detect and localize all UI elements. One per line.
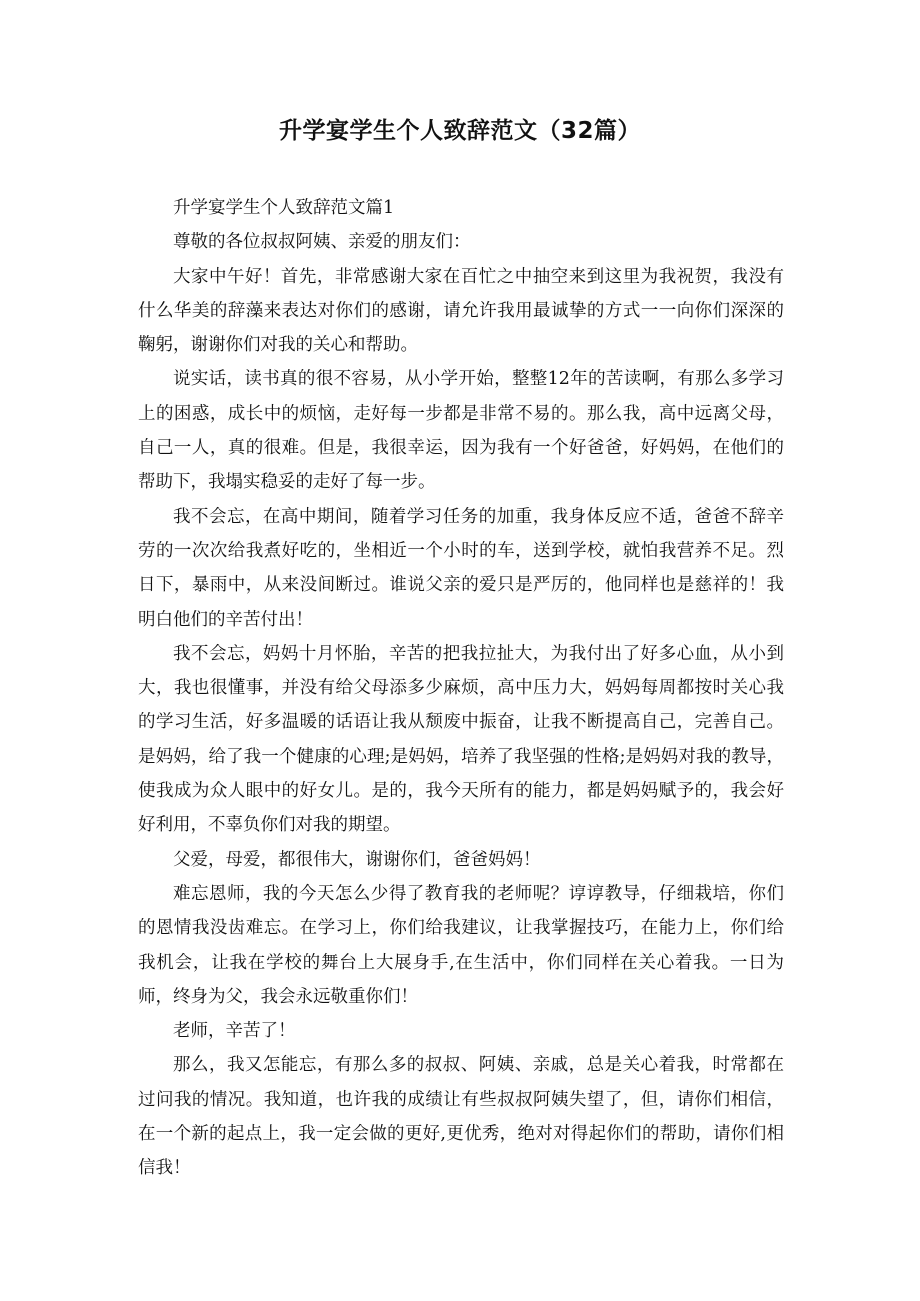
- paragraph: 父爱，母爱，都很伟大，谢谢你们，爸爸妈妈！: [173, 849, 541, 870]
- paragraph: 难忘恩师，我的今天怎么少得了教育我的老师呢？谆谆教导，仔细栽培，你们的恩情我没齿难忘。在学习上，你们给我建议，让我掌握技巧，在能力上，你们给我机会，让我在学校的舞台上大展身手,在生活中，你们同样在关心着我。一日为师，终身为父，我会永远敬重你们！: [138, 883, 784, 1007]
- paragraph: 大家中午好！首先，非常感谢大家在百忙之中抽空来到这里为我祝贺，我没有什么华美的辞藻来表达对你们的感谢，请允许我用最诚挚的方式一一向你们深深的鞠躬，谢谢你们对我的关心和帮助。: [138, 266, 784, 356]
- paragraph: 那么，我又怎能忘，有那么多的叔叔、阿姨、亲戚，总是关心着我，时常都在过问我的情况。我知道，也许我的成绩让有些叔叔阿姨失望了，但，请你们相信，在一个新的起点上，我一定会做的更好,更优秀，绝对对得起你们的帮助，请你们相信我！: [138, 1055, 784, 1179]
- paragraph: 老师，辛苦了！: [173, 1021, 296, 1042]
- paragraph: 说实话，读书真的很不容易，从小学开始，整整12年的苦读啊，有那么多学习上的困惑，成长中的烦恼，走好每一步都是非常不易的。那么我，高中远离父母，自己一人，真的很难。但是，我很幸运，因为我有一个好爸爸，好妈妈，在他们的帮助下，我塌实稳妥的走好了每一步。: [138, 369, 784, 493]
- salutation: 尊敬的各位叔叔阿姨、亲爱的朋友们：: [173, 232, 471, 253]
- paragraph: 我不会忘，妈妈十月怀胎，辛苦的把我拉扯大，为我付出了好多心血，从小到大，我也很懂事，并没有给父母添多少麻烦，高中压力大，妈妈每周都按时关心我的学习生活，好多温暖的话语让我从颓废中振奋，让我不断提高自己，完善自己。是妈妈，给了我一个健康的心理;是妈妈，培养了我坚强的性格;是妈妈对我的教导，使我成为众人眼中的好女儿。是的，我今天所有的能力，都是妈妈赋予的，我会好好利用，不辜负你们对我的期望。: [138, 643, 784, 836]
- paragraph: 我不会忘，在高中期间，随着学习任务的加重，我身体反应不适，爸爸不辞辛劳的一次次给我煮好吃的，坐相近一个小时的车，送到学校，就怕我营养不足。烈日下，暴雨中，从来没间断过。谁说父亲的爱只是严厉的，他同样也是慈祥的！我明白他们的辛苦付出！: [138, 506, 784, 630]
- document-body: [138, 191, 784, 1186]
- section-heading: 升学宴学生个人致辞范文篇1: [173, 198, 395, 218]
- document-title: 升学宴学生个人致辞范文（32篇）: [278, 118, 641, 144]
